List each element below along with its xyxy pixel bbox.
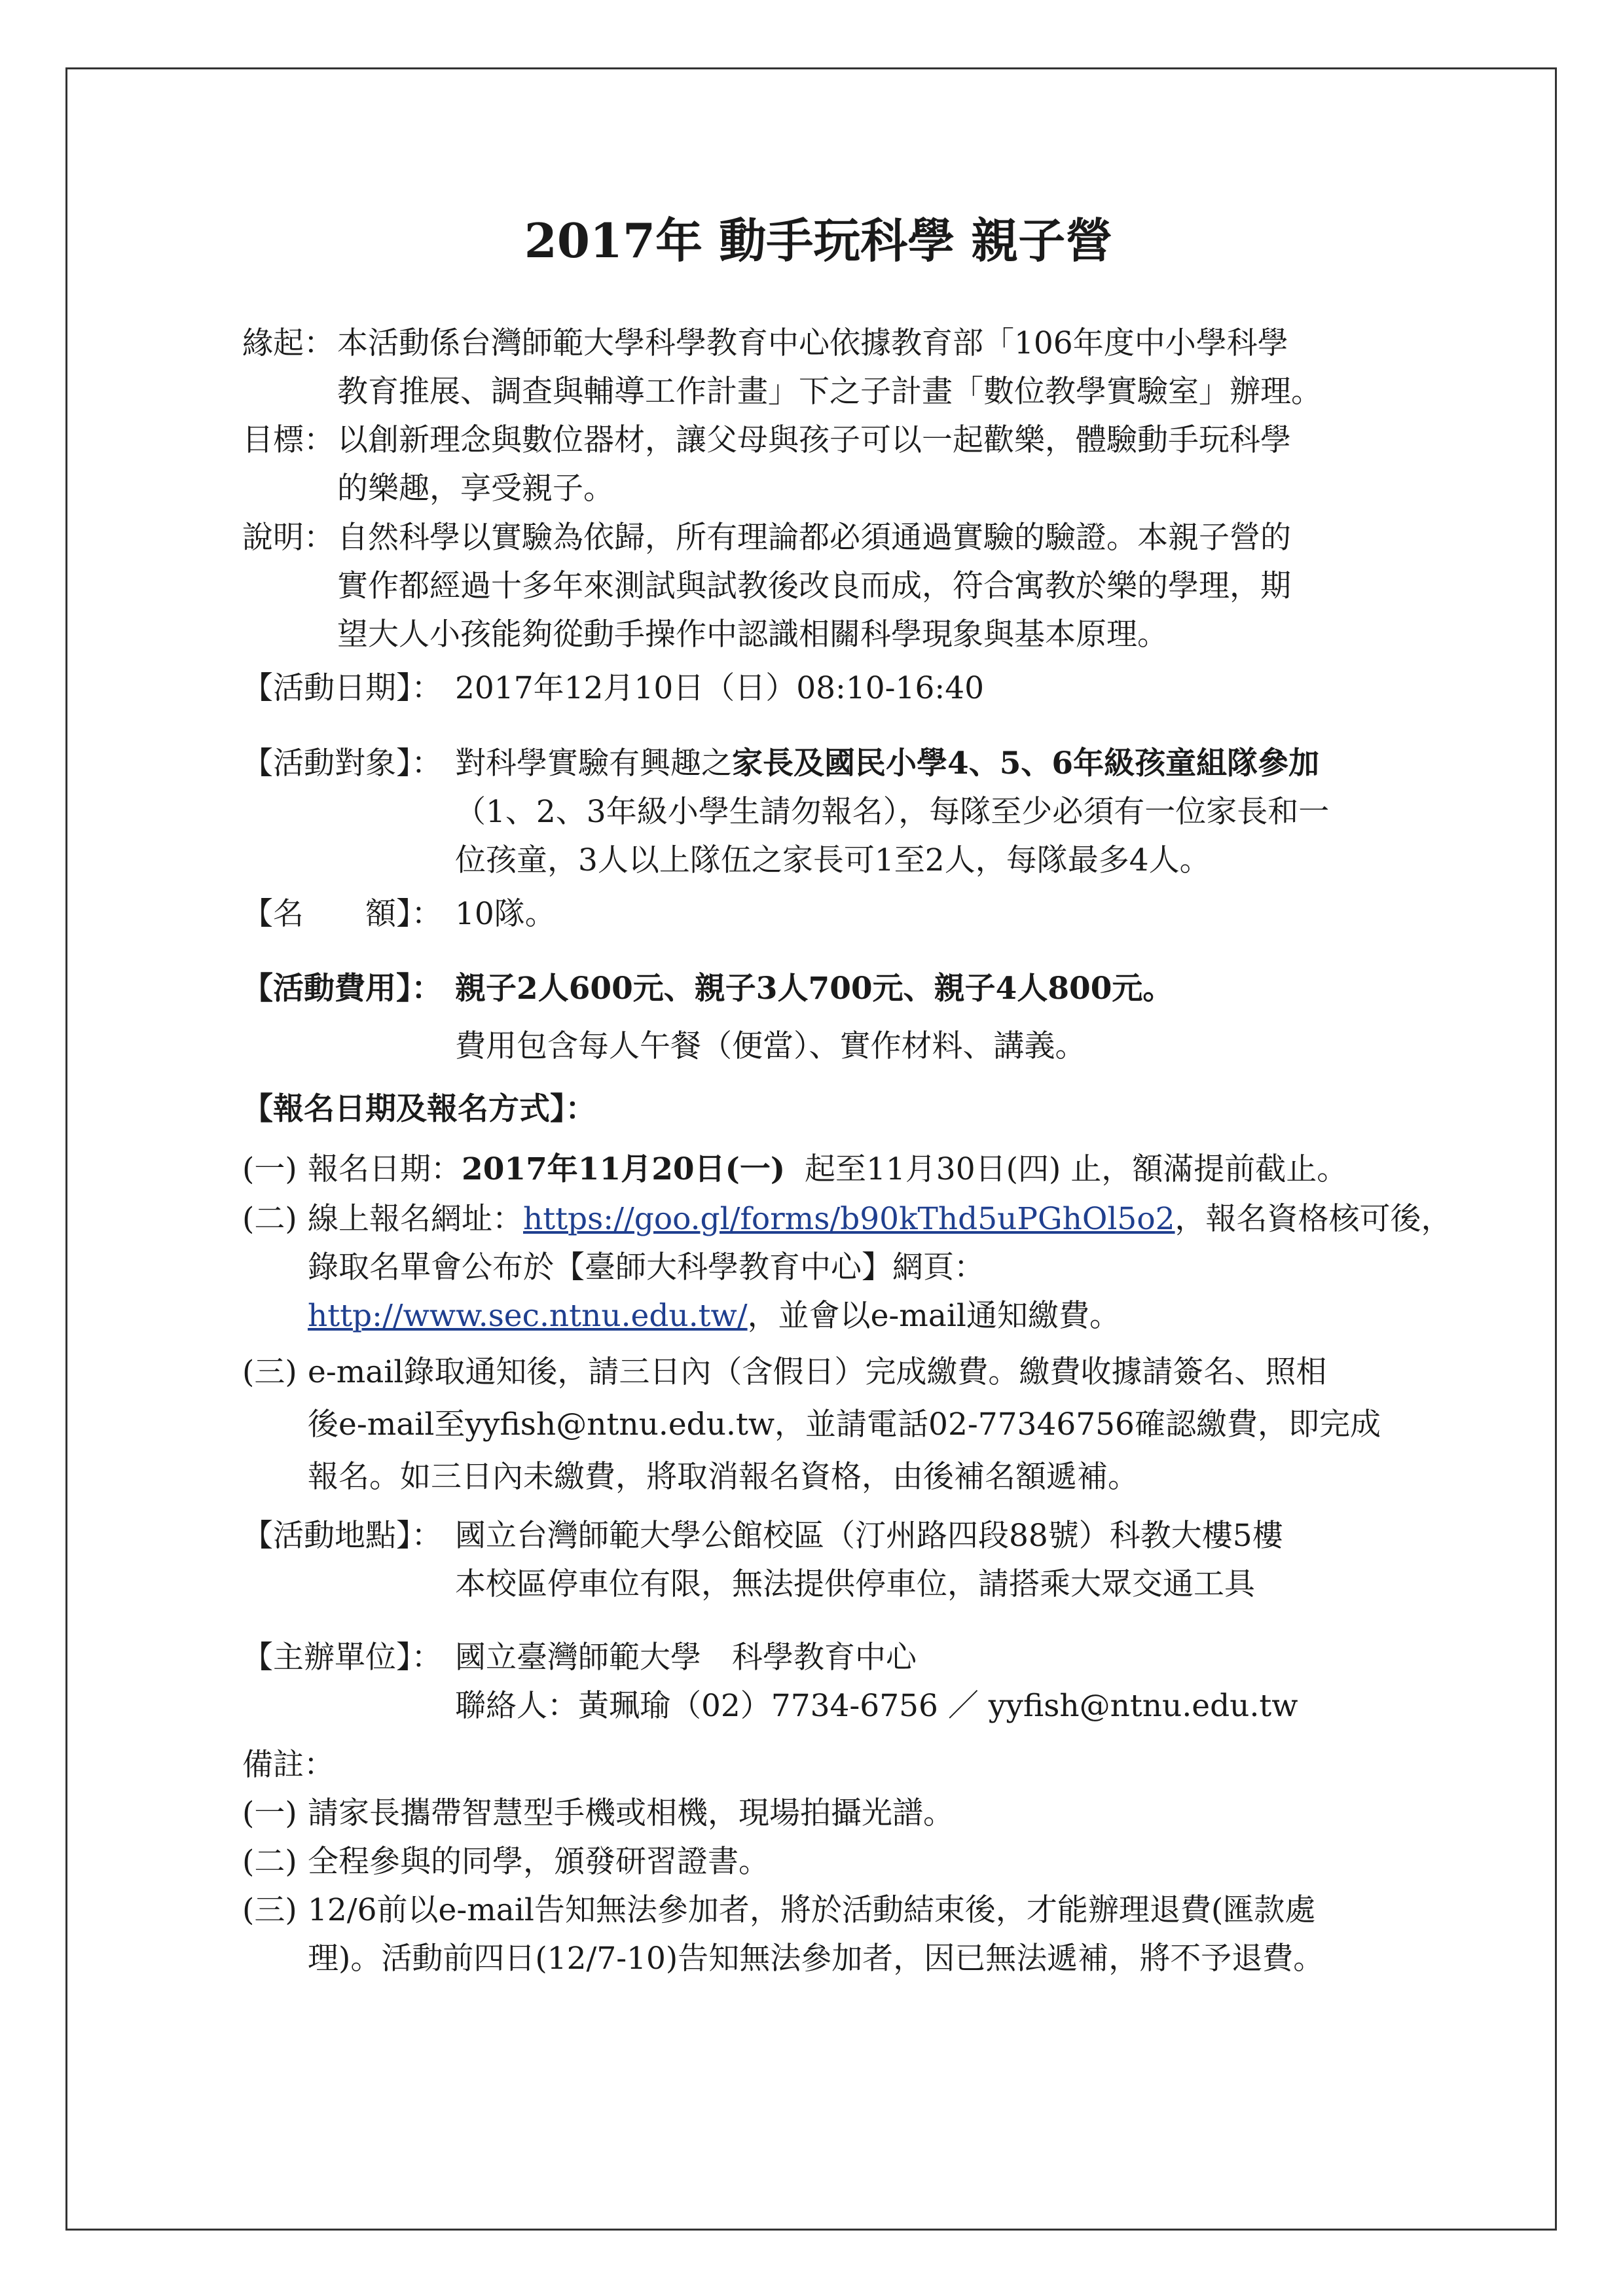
quota-label: 【名 額】：	[242, 896, 443, 932]
note-line: 理)。活動前四日(12/7-10)告知無法參加者，因已無法遞補，將不予退費。	[308, 1941, 1324, 1977]
goal-line: 的樂趣，享受親子。	[337, 471, 614, 507]
reg-date-label: 報名日期：	[308, 1151, 462, 1187]
section-description	[242, 514, 1395, 659]
item-number: (一)	[242, 1795, 297, 1831]
item-number: (三)	[242, 1892, 297, 1928]
registration-item-2	[242, 1195, 1452, 1340]
notes-heading: 備註：	[242, 1747, 335, 1783]
fee-text: 親子2人600元、親子3人700元、親子4人800元。	[455, 971, 1174, 1007]
note-line: 請家長攜帶智慧型手機或相機，現場拍攝光譜。	[308, 1795, 954, 1831]
note-line: 全程參與的同學，頒發研習證書。	[308, 1844, 769, 1880]
section-fee	[242, 965, 1395, 1071]
origin-line: 本活動係台灣師範大學科學教育中心依據教育部「106年度中小學科學	[337, 325, 1288, 361]
section-date	[242, 664, 1395, 713]
description-label: 說明：	[242, 520, 335, 556]
fee-note: 費用包含每人午餐（便當）、實作材料、講義。	[455, 1028, 1086, 1064]
reg-list-notice: 錄取名單會公布於【臺師大科學教育中心】網頁：	[308, 1249, 985, 1285]
section-goal	[242, 416, 1395, 513]
target-line: （1、2、3年級小學生請勿報名），每隊至少必須有一位家長和一	[455, 794, 1330, 830]
description-line: 實作都經過十多年來測試與試教後改良而成，符合寓教於樂的學理，期	[337, 568, 1291, 604]
reg-url-post: ，報名資格核可後，	[1175, 1201, 1452, 1237]
organizer-contact: 聯絡人：黃珮瑜（02）7734-6756 ／ yyfish@ntnu.edu.tw	[455, 1688, 1298, 1724]
description-line: 自然科學以實驗為依歸，所有理論都必須通過實驗的驗證。本親子營的	[337, 520, 1291, 556]
goal-line: 以創新理念與數位器材，讓父母與孩子可以一起歡樂，體驗動手玩科學	[337, 422, 1291, 458]
fee-label: 【活動費用】：	[242, 971, 443, 1007]
section-quota	[242, 890, 1395, 939]
registration-heading: 【報名日期及報名方式】：	[242, 1091, 596, 1127]
payment-line: 後e-mail至yyfish@ntnu.edu.tw，並請電話02-77346756確認繳費，即完成	[308, 1407, 1381, 1443]
page-title: 2017年 動手玩科學 親子營	[524, 213, 1113, 268]
registration-item-1	[242, 1145, 1395, 1194]
date-text: 2017年12月10日（日）08:10-16:40	[455, 670, 984, 706]
reg-end-date: 起至11月30日(四) 止，額滿提前截止。	[805, 1151, 1348, 1187]
location-line: 國立台灣師範大學公館校區（汀州路四段88號）科教大樓5樓	[455, 1518, 1283, 1554]
registration-form-link[interactable]: https://goo.gl/forms/b90kThd5uPGhOl5o2	[523, 1201, 1175, 1237]
sec-website-link[interactable]: http://www.sec.ntnu.edu.tw/	[308, 1298, 748, 1334]
section-location	[242, 1512, 1395, 1609]
registration-item-3	[242, 1348, 1395, 1501]
section-target	[242, 740, 1395, 885]
item-number: (一)	[242, 1151, 297, 1187]
location-label: 【活動地點】：	[242, 1518, 443, 1554]
location-line: 本校區停車位有限，無法提供停車位，請搭乘大眾交通工具	[455, 1566, 1255, 1602]
section-registration	[242, 1085, 1395, 1134]
note-line: 12/6前以e-mail告知無法參加者，將於活動結束後，才能辦理退費(匯款處	[308, 1892, 1316, 1928]
target-text: 對科學實驗有興趣之	[455, 745, 732, 781]
reg-start-date: 2017年11月20日(一)	[462, 1151, 786, 1187]
date-label: 【活動日期】：	[242, 670, 443, 706]
payment-line: e-mail錄取通知後，請三日內（含假日）完成繳費。繳費收據請簽名、照相	[308, 1354, 1327, 1390]
target-label: 【活動對象】：	[242, 745, 443, 781]
section-organizer	[242, 1634, 1395, 1731]
item-number: (二)	[242, 1201, 297, 1237]
target-line: 位孩童，3人以上隊伍之家長可1至2人，每隊最多4人。	[455, 842, 1211, 878]
payment-line: 報名。如三日內未繳費，將取消報名資格，由後補名額遞補。	[308, 1459, 1139, 1495]
target-bold-text: 家長及國民小學4、5、6年級孩童組隊參加	[732, 745, 1320, 781]
description-line: 望大人小孩能夠從動手操作中認識相關科學現象與基本原理。	[337, 617, 1168, 653]
reg-url-label: 線上報名網址：	[308, 1201, 523, 1237]
item-number: (二)	[242, 1844, 297, 1880]
organizer-label: 【主辦單位】：	[242, 1640, 443, 1676]
origin-line: 教育推展、調查與輔導工作計畫」下之子計畫「數位教學實驗室」辦理。	[337, 374, 1322, 410]
organizer-line: 國立臺灣師範大學 科學教育中心	[455, 1640, 917, 1676]
goal-label: 目標：	[242, 422, 335, 458]
section-notes	[242, 1741, 1395, 1983]
item-number: (三)	[242, 1354, 297, 1390]
quota-text: 10隊。	[455, 896, 556, 932]
reg-email-notice: ，並會以e-mail通知繳費。	[747, 1298, 1120, 1334]
section-origin	[242, 319, 1395, 416]
origin-label: 緣起：	[242, 325, 335, 361]
